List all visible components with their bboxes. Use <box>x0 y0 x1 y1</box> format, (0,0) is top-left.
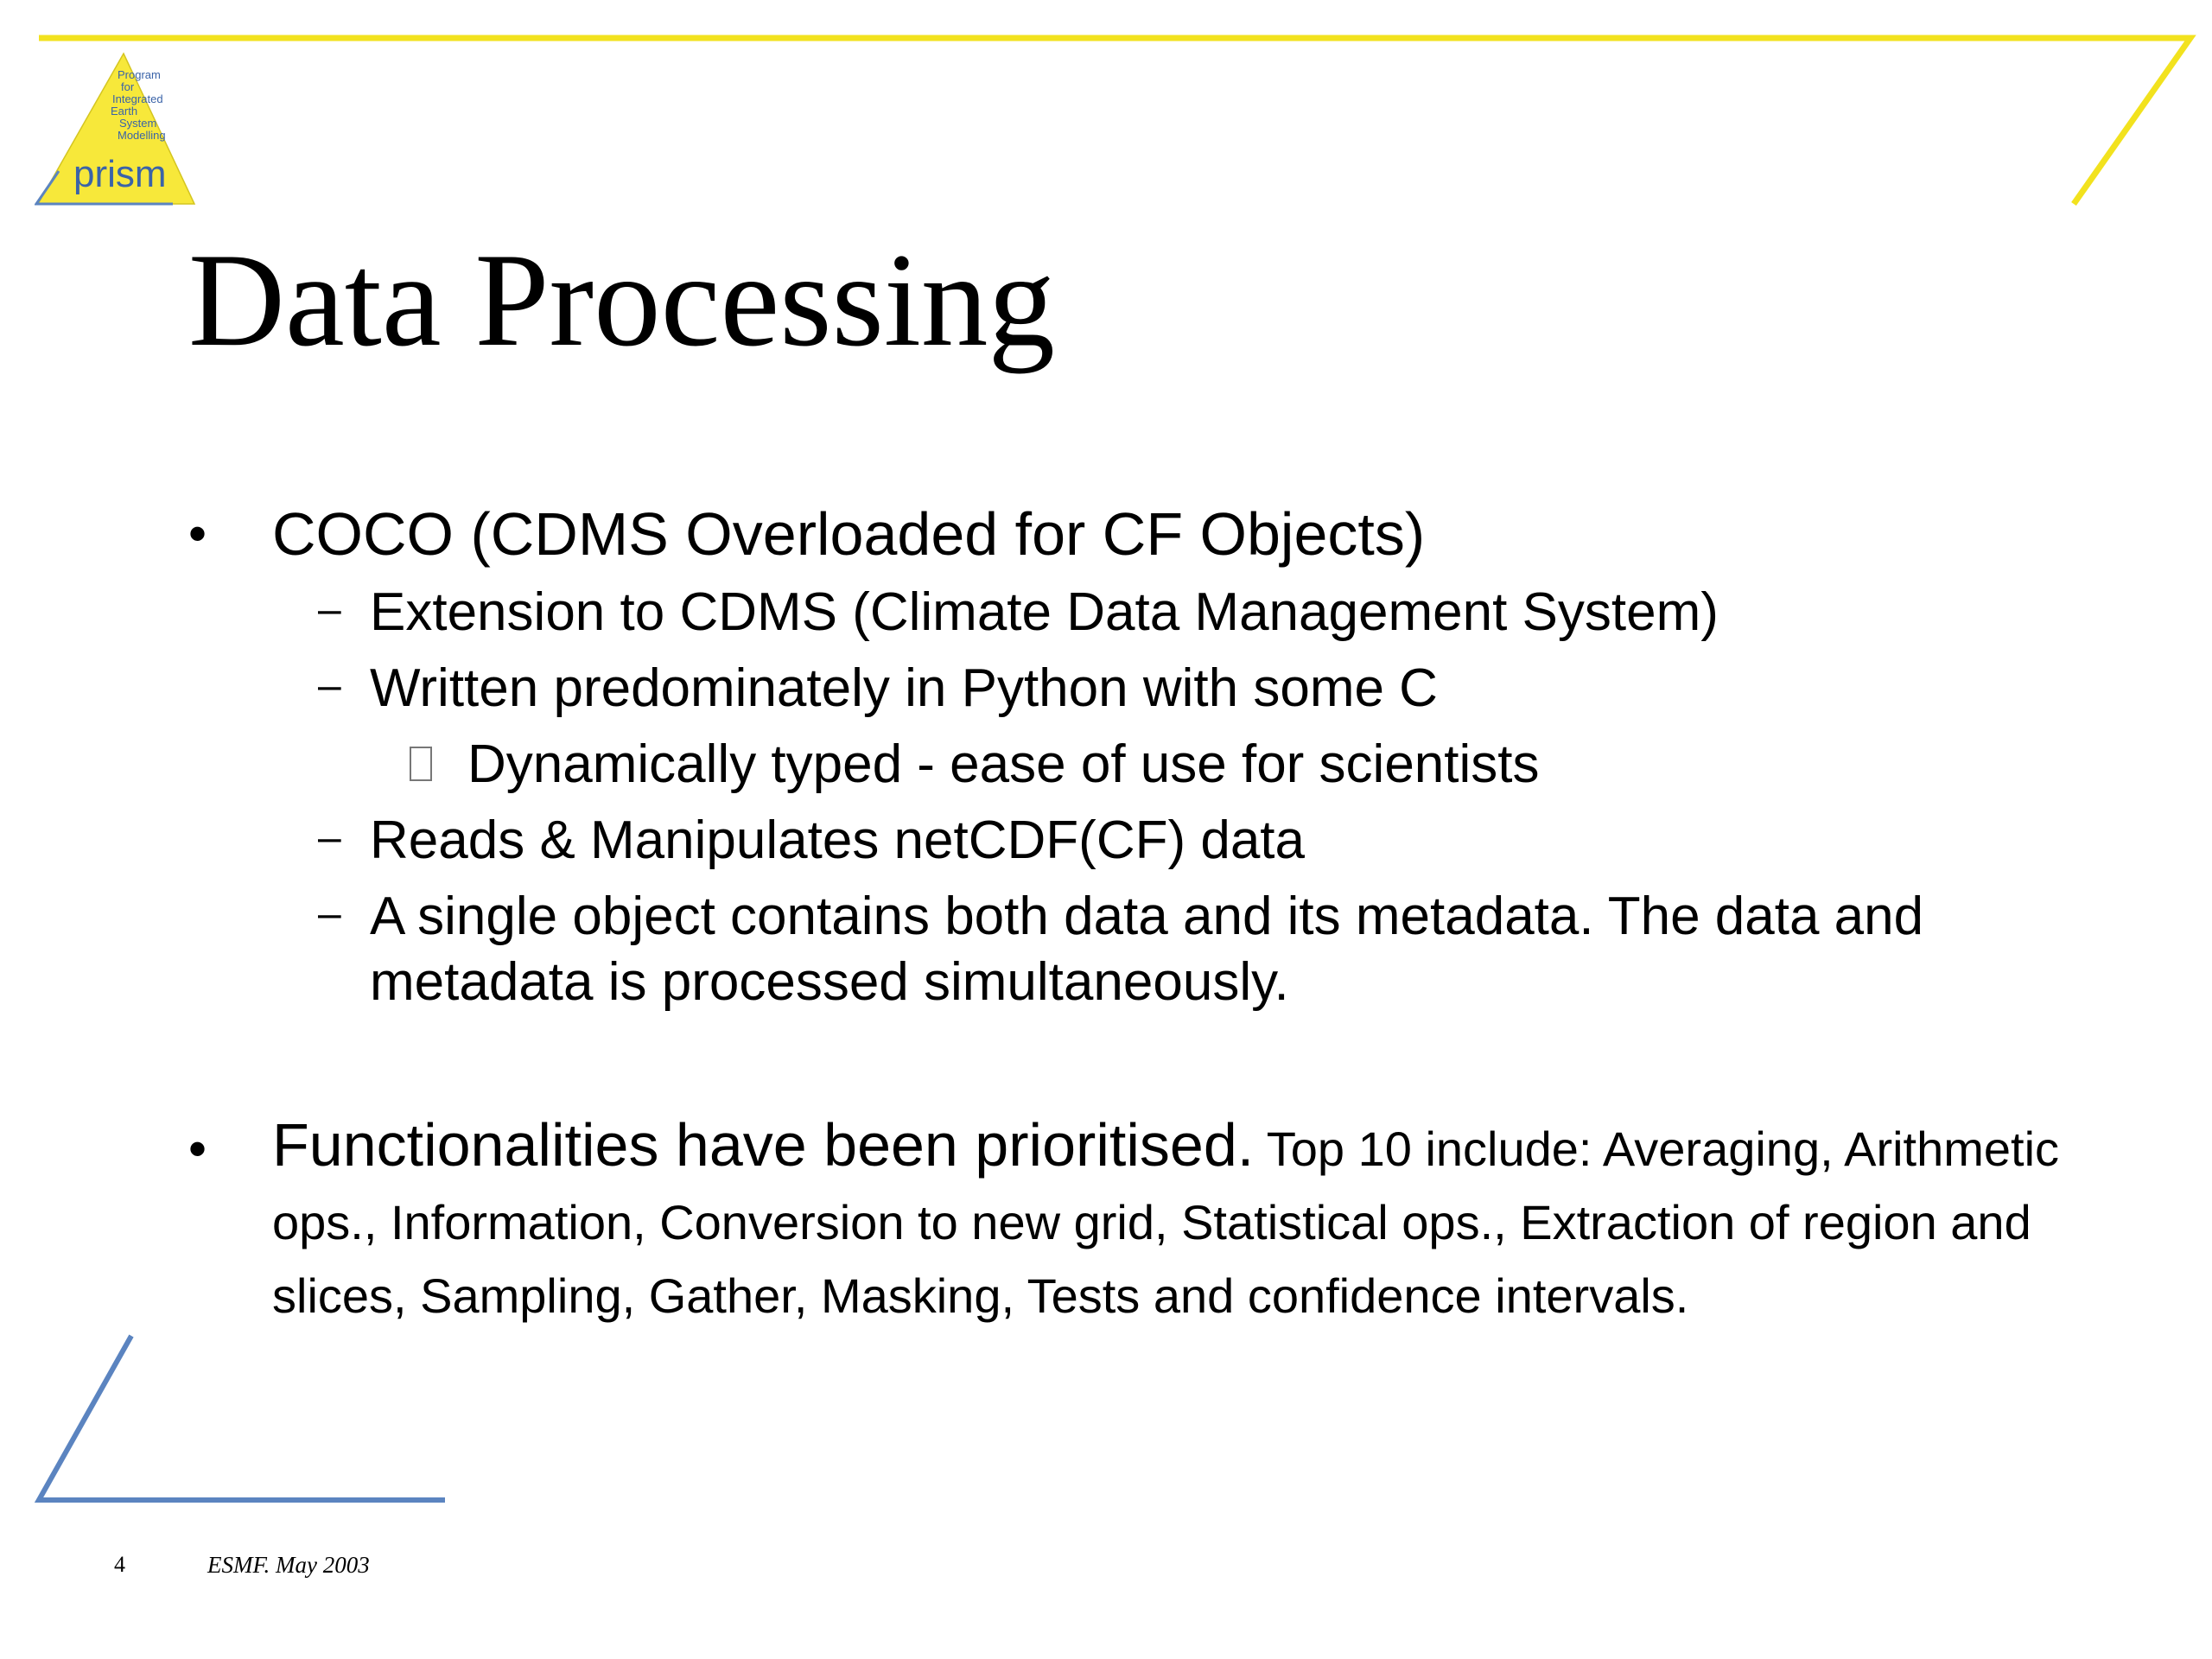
dash-marker: – <box>318 663 341 709</box>
sub-bullet-extension: Extension to CDMS (Climate Data Management System) <box>370 582 1719 642</box>
bullet-functionalities <box>272 1111 2069 1339</box>
bullet-coco: COCO (CDMS Overloaded for CF Objects) <box>272 500 1426 568</box>
dash-marker: – <box>318 815 341 861</box>
logo-line: Integrated <box>112 92 163 105</box>
sub-bullet-netcdf: Reads & Manipulates netCDF(CF) data <box>370 810 1306 870</box>
box-marker <box>410 747 432 781</box>
page-number: 4 <box>114 1552 125 1577</box>
logo-line: Earth <box>111 105 138 118</box>
logo-line: System <box>119 117 157 130</box>
logo-line: for <box>121 80 135 93</box>
bottom-blue-line <box>39 1336 445 1500</box>
logo-line: Modelling <box>118 129 166 142</box>
logo-line: Program <box>118 68 161 81</box>
dash-marker: – <box>318 891 341 937</box>
slide-title: Data Processing <box>188 226 1055 374</box>
prism-logo <box>35 50 199 208</box>
bullet-dot: • <box>188 1120 207 1178</box>
functionalities-lead: Functionalities have been prioritised. <box>272 1111 1255 1179</box>
sub-bullet-object-line1: A single object contains both data and its metadata. The data and <box>370 887 1924 946</box>
sub-bullet-python: Written predominately in Python with some C <box>370 658 1438 718</box>
sub-bullet-object-line2: metadata is processed simultaneously. <box>370 952 1289 1012</box>
footer-text: ESMF. May 2003 <box>207 1552 370 1578</box>
sub-sub-bullet-dynamic: Dynamically typed - ease of use for scientists <box>467 734 1540 794</box>
bullet-dot: • <box>188 505 207 563</box>
functionalities-rest: Top 10 include: Averaging, Arithmetic ops., Information, Conversion to new grid, Statistical ops., Extraction of region and slices, Sampling, Gather, Masking, Tests and confidence intervals. <box>272 1122 2060 1323</box>
dash-marker: – <box>318 587 341 632</box>
top-yellow-line <box>39 38 2190 204</box>
logo-word: prism <box>73 153 167 195</box>
